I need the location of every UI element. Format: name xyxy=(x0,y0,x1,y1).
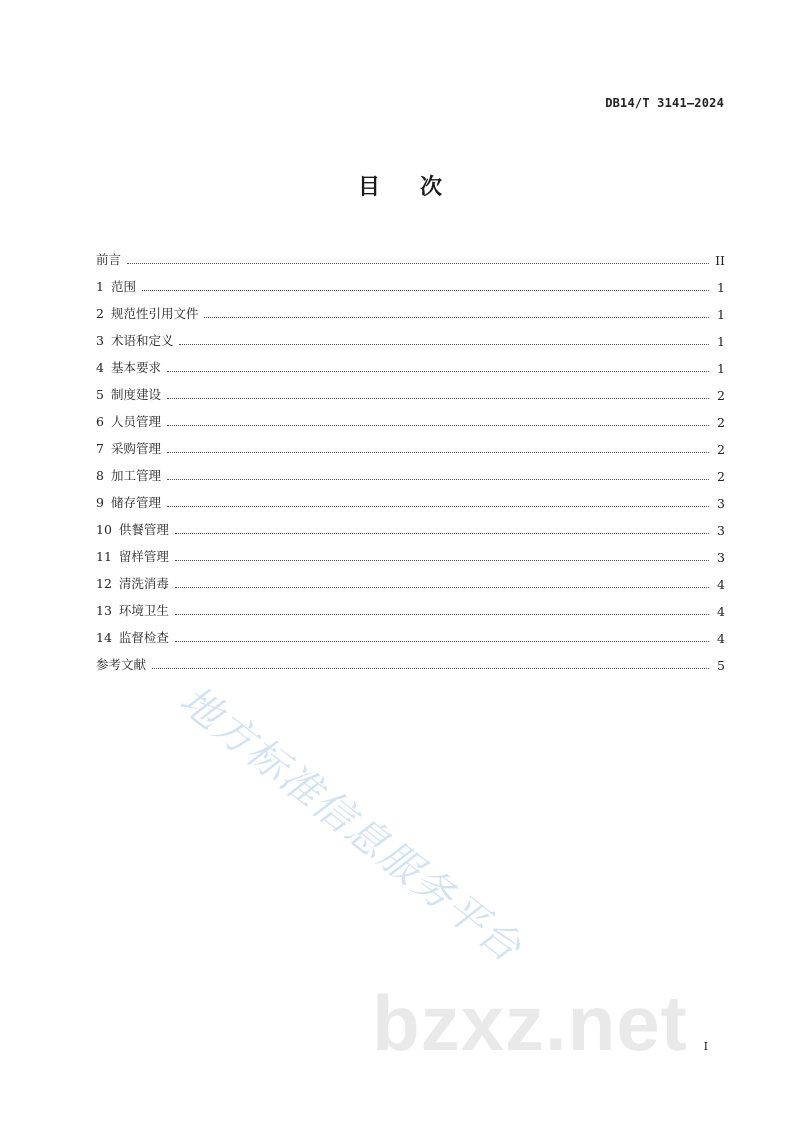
toc-item-page: 3 xyxy=(717,496,725,511)
toc-item-processing-management[interactable] xyxy=(96,457,725,484)
toc-leader-dots xyxy=(167,451,709,453)
toc-item-label: 规范性引用文件 xyxy=(110,306,199,321)
toc-leader-dots xyxy=(175,559,709,561)
toc-item-number: 9 xyxy=(96,495,104,510)
toc-leader-dots xyxy=(204,316,709,318)
toc-item-page: 1 xyxy=(717,280,725,295)
toc-item-system-construction[interactable] xyxy=(96,376,725,403)
toc-item-number: 1 xyxy=(96,279,104,294)
toc-item-label: 储存管理 xyxy=(110,495,161,510)
toc-leader-dots xyxy=(175,532,709,534)
toc-leader-dots xyxy=(167,397,709,399)
toc-item-label: 人员管理 xyxy=(110,414,161,429)
toc-leader-dots xyxy=(142,289,709,291)
toc-item-number: 13 xyxy=(96,603,112,618)
toc-item-page: 3 xyxy=(717,550,725,565)
toc-item-page: 4 xyxy=(717,604,725,619)
toc-item-label: 监督检查 xyxy=(118,630,169,645)
toc-item-environmental-hygiene[interactable] xyxy=(96,592,725,619)
toc-item-page: 4 xyxy=(717,577,725,592)
toc-item-label: 范围 xyxy=(110,279,136,294)
toc-item-label: 供餐管理 xyxy=(118,522,169,537)
toc-item-page: 1 xyxy=(717,361,725,376)
page-number: I xyxy=(703,1040,708,1053)
toc-item-number: 12 xyxy=(96,576,112,591)
document-number: DB14/T 3141—2024 xyxy=(605,96,724,110)
page-title: 目次 xyxy=(357,175,482,200)
toc-leader-dots xyxy=(179,343,709,345)
toc-item-number: 7 xyxy=(96,441,104,456)
toc-item-page: 5 xyxy=(717,658,725,673)
toc-item-foreword[interactable] xyxy=(96,241,725,268)
toc-leader-dots xyxy=(167,478,709,480)
toc-item-procurement-management[interactable] xyxy=(96,430,725,457)
toc-item-number: 14 xyxy=(96,630,112,645)
toc-item-page: 3 xyxy=(717,523,725,538)
toc-item-number: 11 xyxy=(96,549,112,564)
toc-item-page: 1 xyxy=(717,307,725,322)
toc-item-page: 2 xyxy=(717,415,725,430)
toc-item-label: 参考文献 xyxy=(96,657,147,672)
toc-item-number: 2 xyxy=(96,306,104,321)
toc-item-storage-management[interactable] xyxy=(96,484,725,511)
toc-item-supervision-inspection[interactable] xyxy=(96,619,725,646)
toc-leader-dots xyxy=(175,586,709,588)
toc-item-page: 4 xyxy=(717,631,725,646)
toc-leader-dots xyxy=(175,640,709,642)
toc-item-label: 环境卫生 xyxy=(118,603,169,618)
toc-item-number: 4 xyxy=(96,360,104,375)
toc-item-personnel-management[interactable] xyxy=(96,403,725,430)
toc-item-label: 术语和定义 xyxy=(110,333,174,348)
toc-item-meal-service-management[interactable] xyxy=(96,511,725,538)
toc-item-page: 2 xyxy=(717,442,725,457)
table-of-contents xyxy=(96,241,725,673)
toc-item-basic-requirements[interactable] xyxy=(96,349,725,376)
toc-item-label: 前言 xyxy=(96,252,122,267)
toc-item-label: 采购管理 xyxy=(110,441,161,456)
toc-item-number: 8 xyxy=(96,468,104,483)
toc-item-label: 留样管理 xyxy=(118,549,169,564)
toc-item-label: 制度建设 xyxy=(110,387,161,402)
toc-item-normative-references[interactable] xyxy=(96,295,725,322)
toc-item-page: 2 xyxy=(717,388,725,403)
toc-item-page: 1 xyxy=(717,334,725,349)
toc-item-terms-definitions[interactable] xyxy=(96,322,725,349)
toc-item-label: 基本要求 xyxy=(110,360,161,375)
toc-item-page: 2 xyxy=(717,469,725,484)
toc-item-sample-retention-management[interactable] xyxy=(96,538,725,565)
toc-item-number: 6 xyxy=(96,414,104,429)
toc-leader-dots xyxy=(167,370,709,372)
toc-leader-dots xyxy=(175,613,709,615)
toc-leader-dots xyxy=(167,505,709,507)
toc-item-scope[interactable] xyxy=(96,268,725,295)
watermark-platform-name: 地方标准信息服务平台 xyxy=(171,677,531,972)
toc-item-number: 5 xyxy=(96,387,104,402)
toc-item-number: 10 xyxy=(96,522,112,537)
toc-leader-dots xyxy=(127,262,709,264)
toc-item-page: II xyxy=(715,253,725,268)
toc-item-number: 3 xyxy=(96,333,104,348)
toc-leader-dots xyxy=(167,424,709,426)
toc-item-cleaning-disinfection[interactable] xyxy=(96,565,725,592)
toc-item-label: 清洗消毒 xyxy=(118,576,169,591)
toc-leader-dots xyxy=(152,667,709,669)
toc-item-label: 加工管理 xyxy=(110,468,161,483)
toc-item-bibliography[interactable] xyxy=(96,646,725,673)
watermark-site: bzxz.net xyxy=(372,979,688,1067)
